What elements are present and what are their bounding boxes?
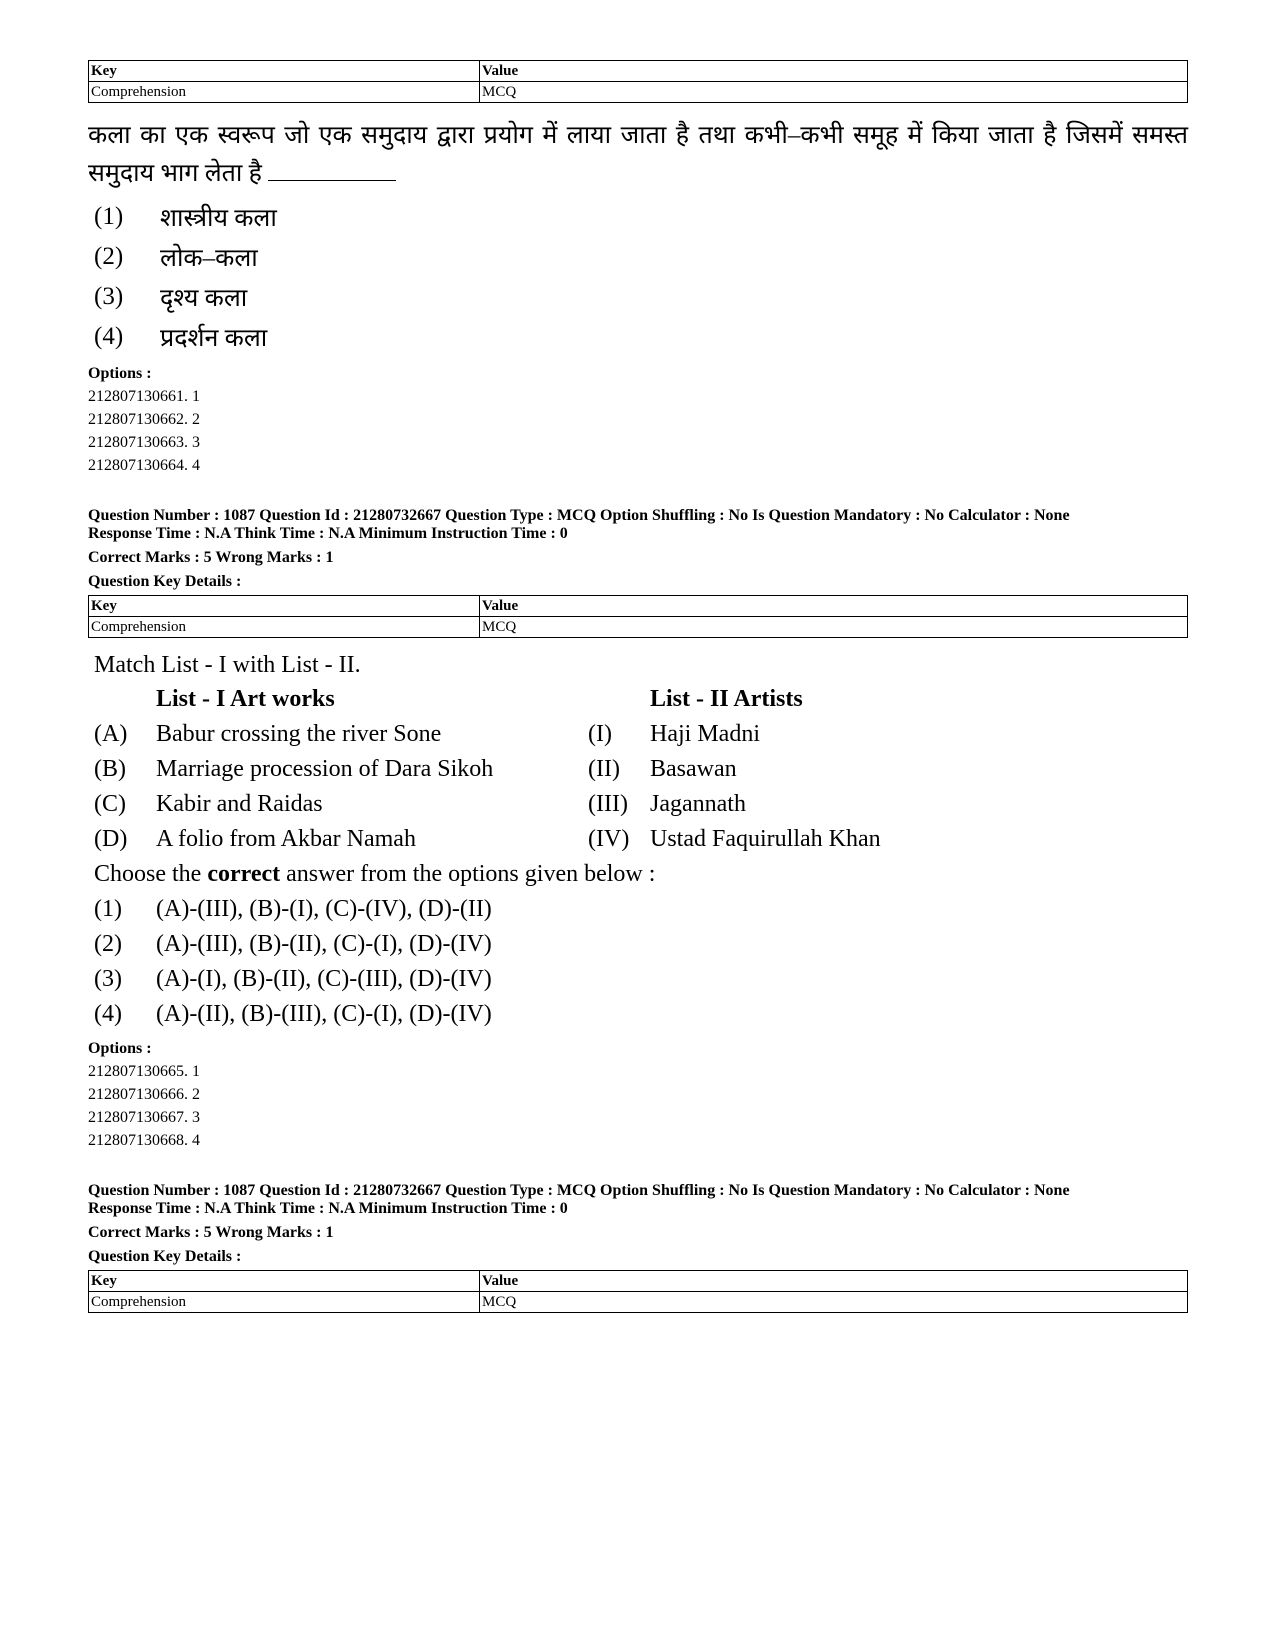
- key-header: Key: [89, 596, 480, 617]
- artist: Haji Madni: [650, 721, 760, 747]
- question-info-line: Question Number : 1087 Question Id : 21280732667 Question Type : MCQ Option Shuffling : No Is Question Mandatory : No Calculator : None: [88, 507, 1070, 524]
- key-details-label: Question Key Details :: [88, 1248, 242, 1265]
- key-cell: Comprehension: [89, 1292, 480, 1313]
- choice-1: [88, 197, 1188, 237]
- list-2-header: List - II Artists: [650, 686, 803, 712]
- artist: Ustad Faquirullah Khan: [650, 826, 881, 852]
- artist: Jagannath: [650, 791, 746, 817]
- choice-number: (4): [94, 323, 124, 350]
- option-id: 212807130662. 2: [88, 411, 200, 428]
- marks-line: Correct Marks : 5 Wrong Marks : 1: [88, 549, 334, 566]
- list-2-numeral: (IV): [588, 826, 630, 852]
- option-id: 212807130665. 1: [88, 1063, 200, 1080]
- options-label: Options :: [88, 365, 152, 382]
- option-id-list: [88, 1060, 1188, 1152]
- list-1-letter: (C): [94, 791, 126, 817]
- key-value-table-3: [88, 1270, 1188, 1313]
- value-header: Value: [480, 61, 1188, 82]
- key-details-label: Question Key Details :: [88, 573, 242, 590]
- marks-line: Correct Marks : 5 Wrong Marks : 1: [88, 1224, 334, 1241]
- option-id-list: [88, 385, 1188, 477]
- choice-text: (A)-(III), (B)-(II), (C)-(I), (D)-(IV): [156, 931, 492, 957]
- choice-text: लोक–कला: [160, 245, 258, 272]
- option-id: 212807130666. 2: [88, 1086, 200, 1103]
- match-row: [94, 717, 1188, 752]
- question-2: [88, 648, 1188, 1032]
- value-cell: MCQ: [480, 1292, 1188, 1313]
- response-time-line: Response Time : N.A Think Time : N.A Minimum Instruction Time : 0: [88, 525, 568, 542]
- key-cell: Comprehension: [89, 617, 480, 638]
- choice-3: [88, 277, 1188, 317]
- choice-number: (2): [94, 243, 124, 270]
- question-1-text: [88, 117, 1188, 193]
- question-meta-1: [88, 507, 1188, 591]
- list-1-letter: (D): [94, 826, 128, 852]
- answer-choice: [94, 927, 1188, 962]
- question-info-line: Question Number : 1087 Question Id : 21280732667 Question Type : MCQ Option Shuffling : No Is Question Mandatory : No Calculator : None: [88, 1182, 1070, 1199]
- key-cell: Comprehension: [89, 82, 480, 103]
- choice-number: (3): [94, 966, 122, 992]
- art-work: Marriage procession of Dara Sikoh: [156, 756, 494, 782]
- response-time-line: Response Time : N.A Think Time : N.A Minimum Instruction Time : 0: [88, 1200, 568, 1217]
- choice-2: [88, 237, 1188, 277]
- key-header: Key: [89, 61, 480, 82]
- choice-number: (2): [94, 931, 122, 957]
- option-id: 212807130661. 1: [88, 388, 200, 405]
- answer-instruction: [94, 857, 1188, 892]
- list-1-header: List - I Art works: [156, 686, 335, 712]
- option-id: 212807130667. 3: [88, 1109, 200, 1126]
- art-work: A folio from Akbar Namah: [156, 826, 416, 852]
- match-row: [94, 752, 1188, 787]
- instruction-text: answer from the options given below :: [280, 861, 656, 887]
- choice-text: (A)-(II), (B)-(III), (C)-(I), (D)-(IV): [156, 1001, 492, 1027]
- question-paper-page: [88, 60, 1188, 1313]
- option-id: 212807130663. 3: [88, 434, 200, 451]
- question-1-choices: [88, 197, 1188, 357]
- match-row: [94, 787, 1188, 822]
- key-header: Key: [89, 1271, 480, 1292]
- choice-text: प्रदर्शन कला: [160, 325, 268, 352]
- answer-blank: [268, 160, 396, 181]
- art-work: Kabir and Raidas: [156, 791, 323, 817]
- list-2-numeral: (I): [588, 721, 612, 747]
- list-2-numeral: (II): [588, 756, 620, 782]
- choice-number: (1): [94, 896, 122, 922]
- instruction-text: Choose the: [94, 861, 208, 887]
- choice-number: (1): [94, 203, 124, 230]
- list-1-letter: (B): [94, 756, 126, 782]
- choice-text: (A)-(III), (B)-(I), (C)-(IV), (D)-(II): [156, 896, 492, 922]
- value-header: Value: [480, 596, 1188, 617]
- option-id: 212807130664. 4: [88, 457, 200, 474]
- artist: Basawan: [650, 756, 737, 782]
- options-label: Options :: [88, 1040, 152, 1057]
- value-header: Value: [480, 1271, 1188, 1292]
- list-1-letter: (A): [94, 721, 128, 747]
- value-cell: MCQ: [480, 617, 1188, 638]
- answer-choice: [94, 892, 1188, 927]
- list-headers: [94, 682, 1188, 717]
- choice-text: (A)-(I), (B)-(II), (C)-(III), (D)-(IV): [156, 966, 492, 992]
- choice-number: (3): [94, 283, 124, 310]
- question-1-stem: कला का एक स्वरूप जो एक समुदाय द्वारा प्रयोग में लाया जाता है तथा कभी–कभी समूह में किया जाता है जिसमें समस्त समुदाय भाग लेता है: [88, 122, 1188, 187]
- choice-number: (4): [94, 1001, 122, 1027]
- choice-text: दृश्य कला: [160, 285, 248, 312]
- art-work: Babur crossing the river Sone: [156, 721, 442, 747]
- list-2-numeral: (III): [588, 791, 628, 817]
- match-row: [94, 822, 1188, 857]
- value-cell: MCQ: [480, 82, 1188, 103]
- key-value-table-2: [88, 595, 1188, 638]
- choice-4: [88, 317, 1188, 357]
- instruction-emphasis: correct: [207, 861, 281, 887]
- option-id: 212807130668. 4: [88, 1132, 200, 1149]
- question-meta-2: [88, 1182, 1188, 1266]
- answer-choice: [94, 962, 1188, 997]
- choice-text: शास्त्रीय कला: [160, 205, 277, 232]
- answer-choice: [94, 997, 1188, 1032]
- question-2-title: Match List - I with List - II.: [94, 652, 361, 678]
- key-value-table-1: [88, 60, 1188, 103]
